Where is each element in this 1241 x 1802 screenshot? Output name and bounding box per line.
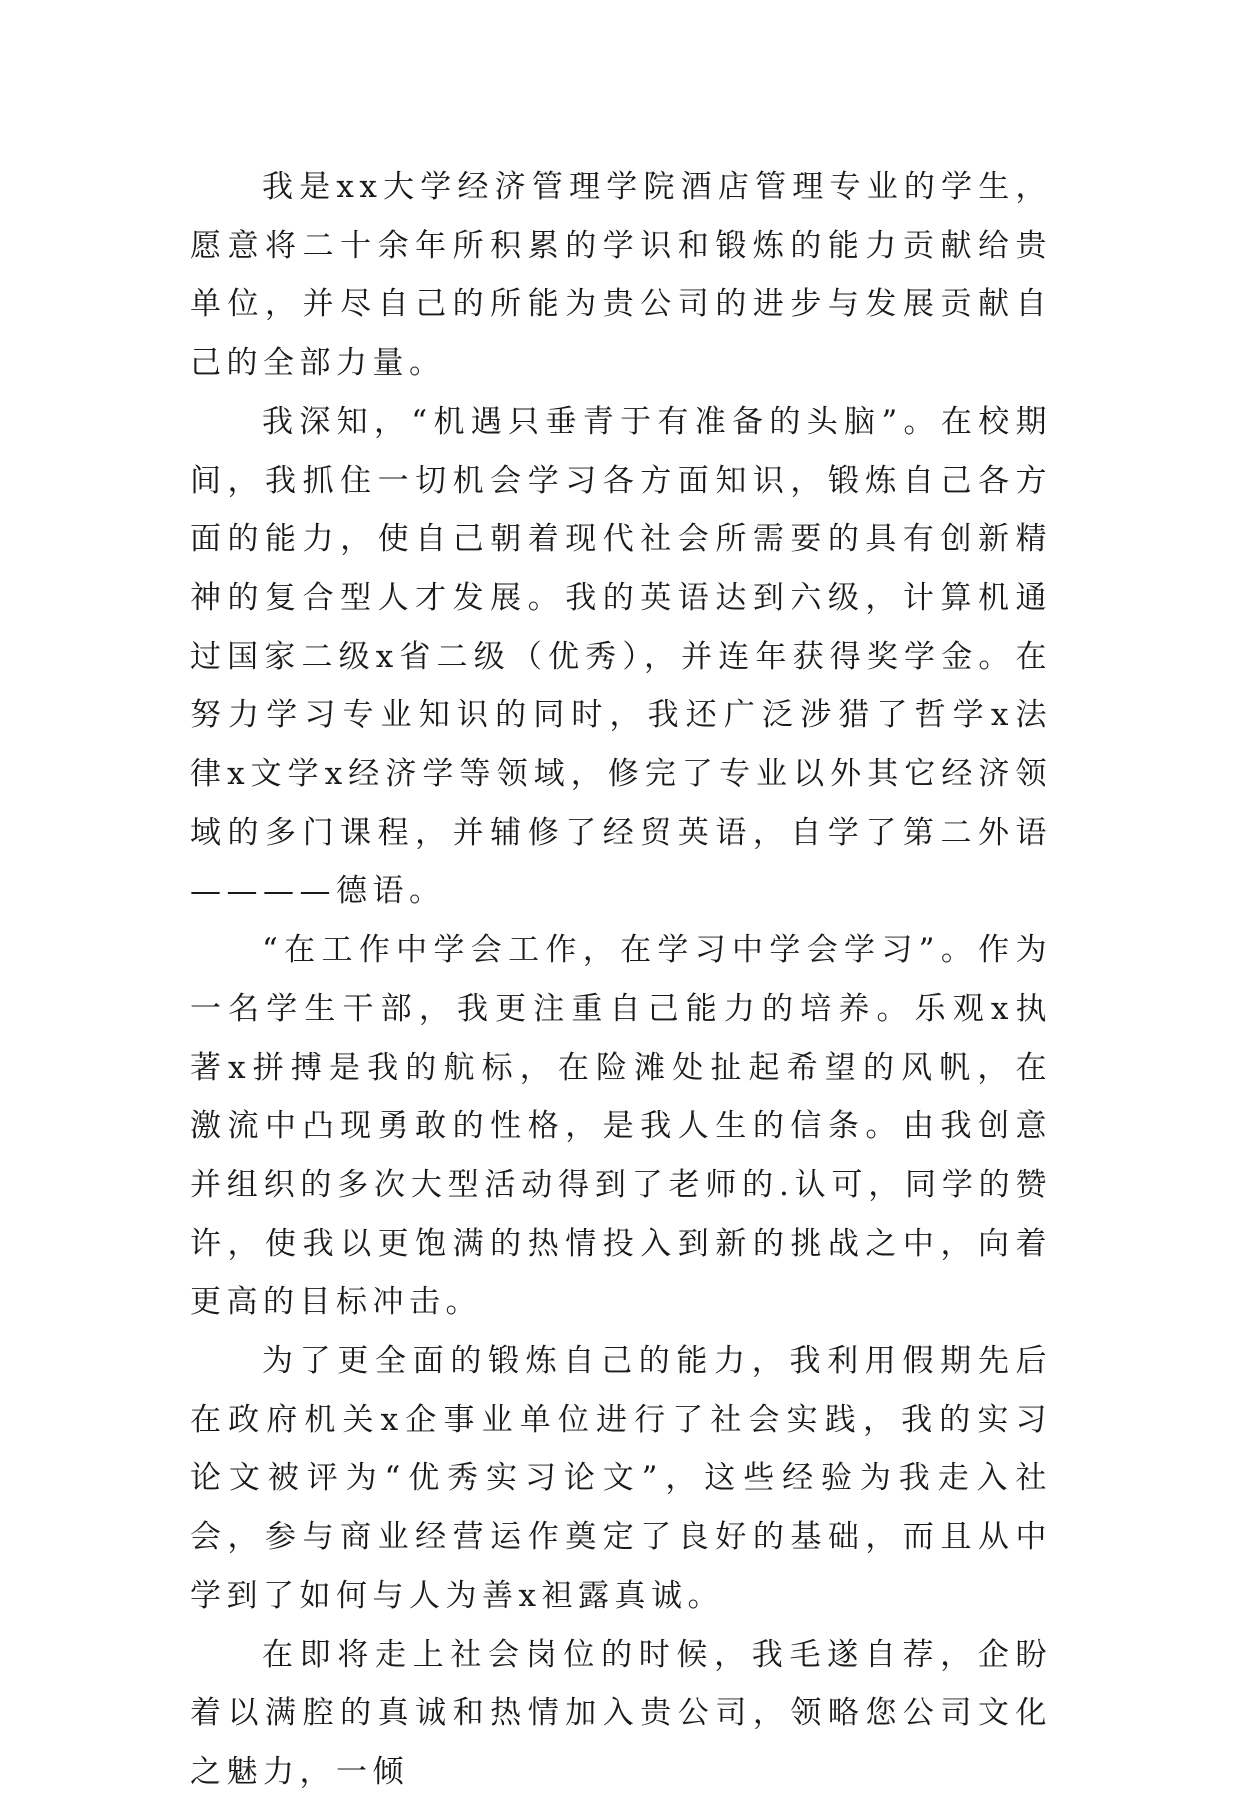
paragraph-closing: 在即将走上社会岗位的时候，我毛遂自荐，企盼着以满腔的真诚和热情加入贵公司，领略您公司文化之魅力，一倾: [190, 1636, 1052, 1790]
body-text: [190, 158, 1052, 1802]
paragraph-student-leader: “在工作中学会工作，在学习中学会学习”。作为一名学生干部，我更注重自己能力的培养。乐观x执著x拼搏是我的航标，在险滩处扯起希望的风帆，在激流中凸现勇敢的性格，是我人生的信条。由我创意并组织的多次大型活动得到了老师的.认可，同学的赞许，使我以更饱满的热情投入到新的挑战之中，向着更高的目标冲击。: [190, 932, 1052, 1321]
paragraph-intro: 我是xx大学经济管理学院酒店管理专业的学生，愿意将二十余年所积累的学识和锻炼的能力贡献给贵单位，并尽自己的所能为贵公司的进步与发展贡献自己的全部力量。: [190, 169, 1052, 382]
paragraph-practice: 为了更全面的锻炼自己的能力，我利用假期先后在政府机关x企事业单位进行了社会实践，我的实习论文被评为“优秀实习论文”，这些经验为我走入社会，参与商业经营运作奠定了良好的基础，而且从中学到了如何与人为善x袒露真诚。: [190, 1343, 1052, 1614]
paragraph-education: 我深知，“机遇只垂青于有准备的头脑”。在校期间，我抓住一切机会学习各方面知识，锻炼自己各方面的能力，使自己朝着现代社会所需要的具有创新精神的复合型人才发展。我的英语达到六级，计算机通过国家二级x省二级（优秀），并连年获得奖学金。在努力学习专业知识的同时，我还广泛涉猎了哲学x法律x文学x经济学等领域，修完了专业以外其它经济领域的多门课程，并辅修了经贸英语，自学了第二外语————德语。: [190, 403, 1052, 910]
